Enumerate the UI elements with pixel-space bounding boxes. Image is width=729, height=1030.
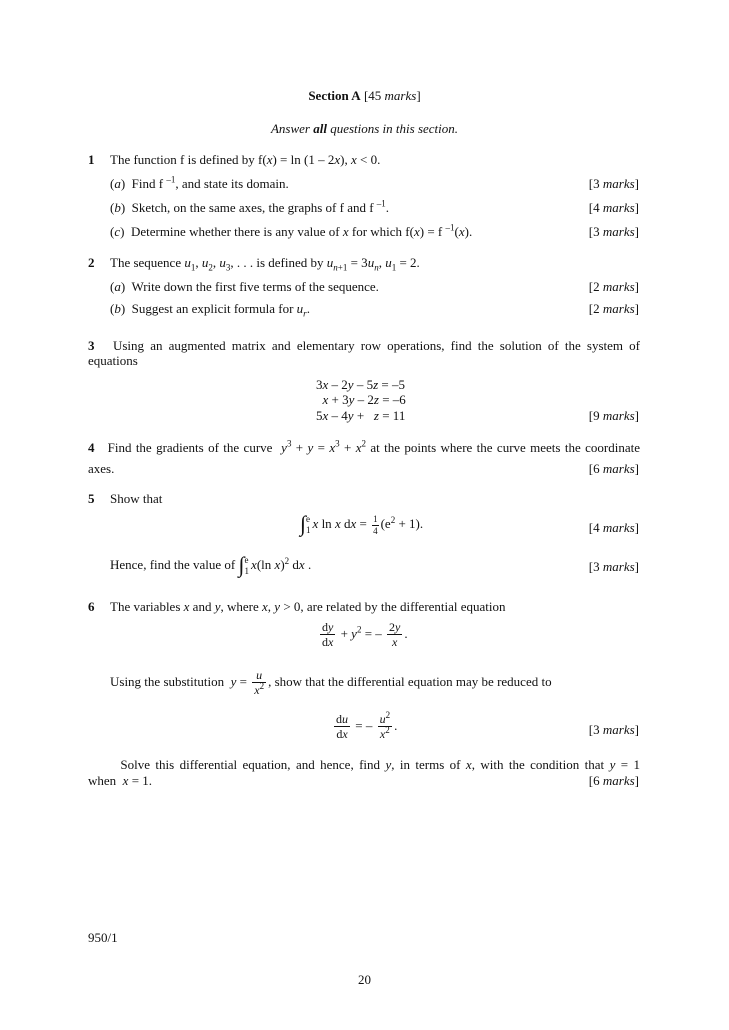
question-5-stem: Show that [110, 491, 163, 506]
question-4-stem-line1: 4 Find the gradients of the curve $y^3 + y = x^3 + x^2$ at the points where the curve meets the coordinate [88, 438, 640, 455]
question-3-stem-line2: equations [88, 353, 138, 368]
question-2a-marks: [2 marks] [588, 279, 639, 294]
question-6-substitution: Using the substitution y = $\frac{u}{x^2}$ , show that the differential equation may be reduced to [110, 668, 552, 698]
question-1-stem: The function f is defined by f(x) = ln (1 – 2x), x < 0. [110, 152, 381, 167]
question-3-eq2: x + 3y – 2z = –6 [322, 392, 406, 407]
question-2a: (a) Write down the first five terms of the sequence. [110, 279, 379, 294]
paper-code: 950/1 [88, 930, 118, 945]
question-5-hence: Hence, find the value of ∫ e 1 x(ln x)$^2$ dx . [110, 552, 312, 577]
question-1-number: 1 [88, 152, 95, 167]
question-3-stem-line1: 3 Using an augmented matrix and elementary row operations, find the solution of the system of [88, 338, 640, 353]
question-2b-marks: [2 marks] [588, 301, 639, 316]
question-5-number: 5 [88, 491, 95, 506]
question-4-marks: [6 marks] [588, 461, 639, 476]
question-3-eq3: 5x – 4y + z = 11 [316, 408, 406, 423]
instruction [0, 121, 729, 137]
section-title: Section A [308, 88, 361, 103]
question-4-stem-line2: axes. [88, 461, 115, 476]
question-1a-marks: [3 marks] [588, 176, 639, 191]
question-1b-marks: [4 marks] [588, 200, 639, 215]
question-6-marks-2: [6 marks] [588, 773, 639, 788]
question-1b: (b) Sketch, on the same axes, the graphs of f and f $^{-1}$. [110, 198, 390, 215]
page-number: 20 [358, 972, 371, 987]
question-6-equation-2: $\frac{du}{dx}$ = – $\frac{u^2}{x^2}$ . [336, 710, 398, 742]
question-6-marks-1: [3 marks] [588, 722, 639, 737]
question-3-marks: [9 marks] [588, 408, 639, 423]
question-5-marks-2: [3 marks] [588, 559, 639, 574]
question-6-solve-line1: Solve this differential equation, and hence, find y, in terms of x, with the condition that y = 1 [88, 757, 640, 772]
question-2-stem: The sequence $u_1$, $u_2$, $u_3$, . . . is defined by $u_{n+1} = 3u_n$, $u_1 = 2$. [110, 255, 420, 273]
instruction-bold: all [313, 121, 327, 136]
instruction-post: questions in this section. [326, 121, 459, 136]
question-2-number: 2 [88, 255, 95, 270]
question-1c: (c) Determine whether there is any value of x for which f(x) = f $^{-1}$(x). [110, 222, 473, 239]
section-marks-close: ] [416, 88, 421, 103]
question-6-solve-line2: when x = 1. [88, 773, 153, 788]
question-5-marks-1: [4 marks] [588, 520, 639, 535]
section-marks-word: marks [384, 88, 417, 103]
question-2b: (b) Suggest an explicit formula for $u_r$. [110, 301, 310, 319]
question-1c-marks: [3 marks] [588, 224, 639, 239]
question-1a: (a) Find f $^{-1}$, and state its domain. [110, 174, 289, 191]
instruction-pre: Answer [270, 121, 314, 136]
question-6-stem: The variables x and y, where x, y > 0, are related by the differential equation [110, 599, 506, 614]
section-heading [0, 88, 729, 104]
question-6-number: 6 [88, 599, 95, 614]
section-marks: [45 [363, 88, 385, 103]
question-5-integral: ∫ e 1 x ln x dx = $\frac{1}{4}$ $(e^2 + 1)$. [300, 511, 424, 536]
question-3-eq1: 3x – 2y – 5z = –5 [316, 377, 405, 392]
question-6-equation-1: $\frac{dy}{dx}$ + $y^2$ = – $\frac{2y}{x}$ . [322, 620, 408, 650]
